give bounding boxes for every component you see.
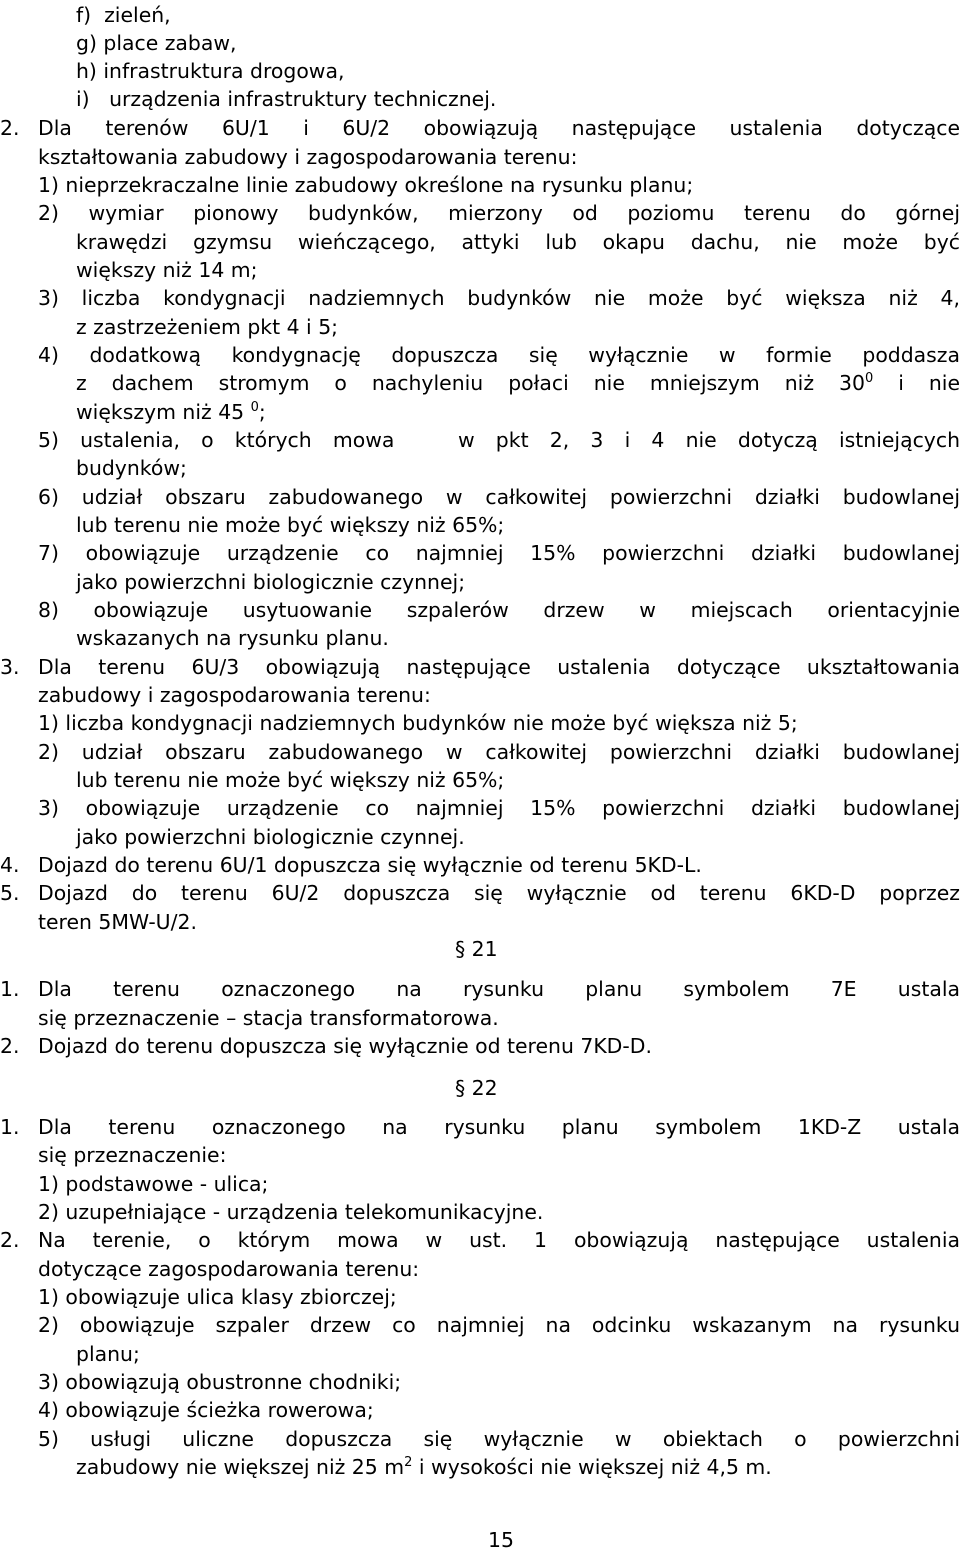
section-number: 2. <box>0 1228 20 1252</box>
paragraph-line: Dla terenu 6U/3 obowiązują następujące ustalenia dotyczące ukształtowania <box>38 655 960 679</box>
paragraph-heading: § 22 <box>455 1076 498 1100</box>
paragraph-line: się przeznaczenie – stacja transformatorowa. <box>38 1006 499 1030</box>
paragraph-line: kształtowania zabudowy i zagospodarowania terenu: <box>38 145 578 169</box>
paragraph-line: Dojazd do terenu dopuszcza się wyłącznie od terenu 7KD-D. <box>38 1034 652 1058</box>
list-item-continuation: planu; <box>76 1342 140 1366</box>
text-run: zabudowy nie większej niż 25 m <box>76 1455 405 1479</box>
list-item-continuation: lub terenu nie może być większy niż 65%; <box>76 768 505 792</box>
item-marker: f) <box>76 3 92 27</box>
paragraph-heading: § 21 <box>455 937 498 961</box>
list-item: 3) liczba kondygnacji nadziemnych budynków nie może być większa niż 4, <box>38 286 960 310</box>
item-marker: h) <box>76 59 97 83</box>
list-item: 3) obowiązuje urządzenie co najmniej 15% powierzchni działki budowlanej <box>38 796 960 820</box>
list-item-continuation: budynków; <box>76 456 187 480</box>
section-number: 5. <box>0 881 20 905</box>
list-item: 4) dodatkową kondygnację dopuszcza się wyłącznie w formie poddasza <box>38 343 960 367</box>
list-item: 2) wymiar pionowy budynków, mierzony od poziomu terenu do górnej <box>38 201 960 225</box>
paragraph-line: teren 5MW-U/2. <box>38 910 197 934</box>
text-run: z dachem stromym o nachyleniu połaci nie mniejszym niż 30 <box>76 371 865 395</box>
list-item: 1) obowiązuje ulica klasy zbiorczej; <box>38 1285 397 1309</box>
list-item: 2) obowiązuje szpaler drzew co najmniej na odcinku wskazanym na rysunku <box>38 1313 960 1337</box>
paragraph-line: Dojazd do terenu 6U/1 dopuszcza się wyłącznie od terenu 5KD-L. <box>38 853 702 877</box>
list-item-continuation <box>76 369 960 397</box>
list-item: 3) obowiązują obustronne chodniki; <box>38 1370 402 1394</box>
list-item <box>76 29 237 57</box>
list-item: 1) nieprzekraczalne linie zabudowy określone na rysunku planu; <box>38 173 694 197</box>
list-item <box>76 1 171 29</box>
section-number: 1. <box>0 977 20 1001</box>
list-item: 2) uzupełniające - urządzenia telekomunikacyjne. <box>38 1200 544 1224</box>
line-justified <box>76 369 960 397</box>
list-item: 8) obowiązuje usytuowanie szpalerów drzew w miejscach orientacyjnie <box>38 598 960 622</box>
section-number: 3. <box>0 655 20 679</box>
paragraph-line: zabudowy i zagospodarowania terenu: <box>38 683 431 707</box>
text-run: ; <box>258 400 266 424</box>
paragraph-line: dotyczące zagospodarowania terenu: <box>38 1257 420 1281</box>
section-number: 2. <box>0 116 20 140</box>
list-item: 5) ustalenia, o których mowa w pkt 2, 3 i 4 nie dotyczą istniejących <box>38 428 960 452</box>
list-item <box>76 57 344 85</box>
item-text: infrastruktura drogowa, <box>103 59 345 83</box>
list-item-continuation: większy niż 14 m; <box>76 258 258 282</box>
paragraph-line: Dla terenów 6U/1 i 6U/2 obowiązują następujące ustalenia dotyczące <box>38 116 960 140</box>
list-item-continuation <box>76 398 960 426</box>
list-item-continuation: jako powierzchni biologicznie czynnej; <box>76 570 466 594</box>
list-item-continuation <box>76 1453 960 1481</box>
page-number: 15 <box>488 1528 514 1552</box>
item-text: place zabaw, <box>103 31 237 55</box>
text-run: i wysokości nie większej niż 4,5 m. <box>412 1455 772 1479</box>
list-item: 2) udział obszaru zabudowanego w całkowitej powierzchni działki budowlanej <box>38 740 960 764</box>
section-number: 2. <box>0 1034 20 1058</box>
list-item: 4) obowiązuje ścieżka rowerowa; <box>38 1398 374 1422</box>
paragraph-line: Dla terenu oznaczonego na rysunku planu symbolem 1KD-Z ustala <box>38 1115 960 1139</box>
list-item: 1) podstawowe - ulica; <box>38 1172 269 1196</box>
degree-superscript: 0 <box>864 371 874 387</box>
degree-superscript: 0 <box>250 400 259 416</box>
list-item-continuation: lub terenu nie może być większy niż 65%; <box>76 513 505 537</box>
paragraph-line: się przeznaczenie: <box>38 1143 227 1167</box>
list-item-continuation: krawędzi gzymsu wieńczącego, attyki lub okapu dachu, nie może być <box>76 230 960 254</box>
item-marker: i) <box>76 87 90 111</box>
item-text: urządzenia infrastruktury technicznej. <box>109 87 497 111</box>
text-run: i nie <box>873 371 960 395</box>
list-item <box>76 85 496 113</box>
section-number: 4. <box>0 853 20 877</box>
list-item: 1) liczba kondygnacji nadziemnych budynków nie może być większa niż 5; <box>38 711 798 735</box>
list-item-continuation: z zastrzeżeniem pkt 4 i 5; <box>76 315 339 339</box>
paragraph-line: Na terenie, o którym mowa w ust. 1 obowiązują następujące ustalenia <box>38 1228 960 1252</box>
paragraph-line: Dojazd do terenu 6U/2 dopuszcza się wyłącznie od terenu 6KD-D poprzez <box>38 881 960 905</box>
item-text: zieleń, <box>104 3 171 27</box>
section-number: 1. <box>0 1115 20 1139</box>
list-item-continuation: wskazanych na rysunku planu. <box>76 626 389 650</box>
list-item: 7) obowiązuje urządzenie co najmniej 15% powierzchni działki budowlanej <box>38 541 960 565</box>
text-run: większym niż 45 <box>76 400 251 424</box>
paragraph-line: Dla terenu oznaczonego na rysunku planu symbolem 7E ustala <box>38 977 960 1001</box>
list-item-continuation: jako powierzchni biologicznie czynnej. <box>76 825 465 849</box>
item-marker: g) <box>76 31 97 55</box>
area-superscript: 2 <box>404 1455 413 1471</box>
list-item: 5) usługi uliczne dopuszcza się wyłącznie w obiektach o powierzchni <box>38 1427 960 1451</box>
list-item: 6) udział obszaru zabudowanego w całkowitej powierzchni działki budowlanej <box>38 485 960 509</box>
